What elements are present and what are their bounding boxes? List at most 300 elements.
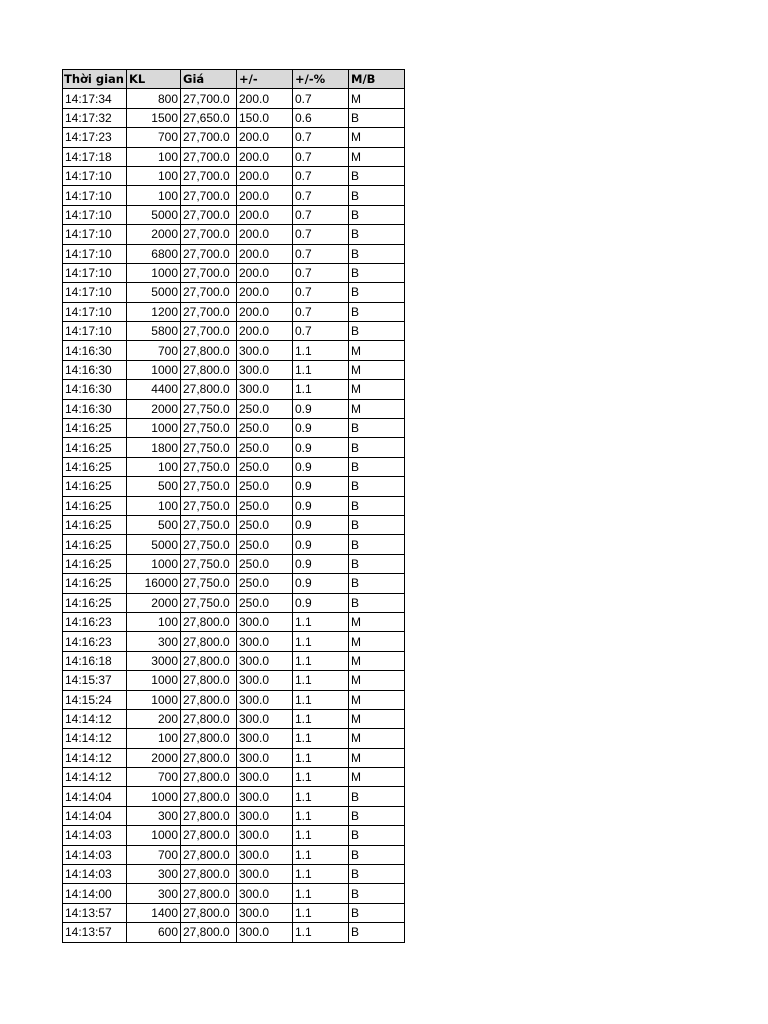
time-cell: 14:14:03 <box>63 845 127 864</box>
buy-sell-cell: M <box>349 360 405 379</box>
change-cell: 250.0 <box>237 438 293 457</box>
buy-sell-cell: M <box>349 748 405 767</box>
change-cell: 200.0 <box>237 322 293 341</box>
time-cell: 14:16:25 <box>63 535 127 554</box>
volume-cell: 5000 <box>127 283 181 302</box>
buy-sell-cell: M <box>349 147 405 166</box>
table-row <box>63 787 405 806</box>
change-percent-cell: 0.7 <box>293 128 349 147</box>
change-percent-cell: 0.7 <box>293 263 349 282</box>
header-change: +/- <box>237 70 293 89</box>
time-cell: 14:17:34 <box>63 89 127 108</box>
volume-cell: 700 <box>127 128 181 147</box>
change-percent-cell: 0.9 <box>293 574 349 593</box>
time-cell: 14:16:25 <box>63 419 127 438</box>
volume-cell: 5800 <box>127 322 181 341</box>
price-cell: 27,700.0 <box>181 322 237 341</box>
price-cell: 27,750.0 <box>181 477 237 496</box>
volume-cell: 1000 <box>127 419 181 438</box>
volume-cell: 300 <box>127 884 181 903</box>
time-cell: 14:14:12 <box>63 729 127 748</box>
change-percent-cell: 0.7 <box>293 283 349 302</box>
change-cell: 250.0 <box>237 535 293 554</box>
volume-cell: 700 <box>127 341 181 360</box>
change-percent-cell: 1.1 <box>293 632 349 651</box>
change-cell: 250.0 <box>237 554 293 573</box>
table-row <box>63 923 405 942</box>
volume-cell: 1000 <box>127 263 181 282</box>
volume-cell: 16000 <box>127 574 181 593</box>
change-cell: 200.0 <box>237 89 293 108</box>
volume-cell: 100 <box>127 457 181 476</box>
buy-sell-cell: B <box>349 535 405 554</box>
price-cell: 27,750.0 <box>181 419 237 438</box>
time-cell: 14:16:25 <box>63 515 127 534</box>
change-percent-cell: 0.7 <box>293 302 349 321</box>
change-cell: 300.0 <box>237 865 293 884</box>
table-row <box>63 845 405 864</box>
price-cell: 27,800.0 <box>181 709 237 728</box>
price-cell: 27,700.0 <box>181 89 237 108</box>
table-row <box>63 651 405 670</box>
change-cell: 250.0 <box>237 574 293 593</box>
price-cell: 27,800.0 <box>181 903 237 922</box>
table-row <box>63 884 405 903</box>
volume-cell: 6800 <box>127 244 181 263</box>
change-cell: 200.0 <box>237 186 293 205</box>
change-percent-cell: 0.7 <box>293 186 349 205</box>
time-cell: 14:16:25 <box>63 496 127 515</box>
price-cell: 27,750.0 <box>181 535 237 554</box>
change-cell: 200.0 <box>237 302 293 321</box>
table-row <box>63 574 405 593</box>
change-cell: 200.0 <box>237 244 293 263</box>
price-cell: 27,800.0 <box>181 360 237 379</box>
volume-cell: 800 <box>127 89 181 108</box>
time-cell: 14:13:57 <box>63 923 127 942</box>
time-cell: 14:16:23 <box>63 632 127 651</box>
header-time: Thời gian <box>63 70 127 89</box>
time-cell: 14:16:25 <box>63 593 127 612</box>
table-row <box>63 709 405 728</box>
buy-sell-cell: M <box>349 768 405 787</box>
buy-sell-cell: B <box>349 438 405 457</box>
change-percent-cell: 0.7 <box>293 147 349 166</box>
change-percent-cell: 1.1 <box>293 903 349 922</box>
buy-sell-cell: B <box>349 225 405 244</box>
volume-cell: 2000 <box>127 748 181 767</box>
price-cell: 27,750.0 <box>181 399 237 418</box>
change-percent-cell: 1.1 <box>293 787 349 806</box>
table-row <box>63 147 405 166</box>
table-row <box>63 205 405 224</box>
table-row <box>63 360 405 379</box>
table-row <box>63 263 405 282</box>
table-row <box>63 768 405 787</box>
change-cell: 300.0 <box>237 651 293 670</box>
change-percent-cell: 0.9 <box>293 593 349 612</box>
table-row <box>63 535 405 554</box>
change-cell: 300.0 <box>237 787 293 806</box>
change-percent-cell: 0.7 <box>293 205 349 224</box>
price-cell: 27,800.0 <box>181 632 237 651</box>
volume-cell: 500 <box>127 477 181 496</box>
change-percent-cell: 0.9 <box>293 457 349 476</box>
price-cell: 27,750.0 <box>181 554 237 573</box>
table-row <box>63 89 405 108</box>
table-row <box>63 108 405 127</box>
time-cell: 14:16:30 <box>63 380 127 399</box>
price-cell: 27,800.0 <box>181 690 237 709</box>
time-cell: 14:16:30 <box>63 399 127 418</box>
change-percent-cell: 0.7 <box>293 89 349 108</box>
change-percent-cell: 0.9 <box>293 554 349 573</box>
volume-cell: 500 <box>127 515 181 534</box>
change-cell: 200.0 <box>237 263 293 282</box>
volume-cell: 2000 <box>127 399 181 418</box>
change-percent-cell: 0.9 <box>293 438 349 457</box>
buy-sell-cell: B <box>349 322 405 341</box>
buy-sell-cell: M <box>349 380 405 399</box>
price-cell: 27,800.0 <box>181 768 237 787</box>
price-cell: 27,700.0 <box>181 186 237 205</box>
price-cell: 27,800.0 <box>181 341 237 360</box>
time-cell: 14:17:10 <box>63 302 127 321</box>
volume-cell: 100 <box>127 612 181 631</box>
table-row <box>63 671 405 690</box>
change-percent-cell: 1.1 <box>293 612 349 631</box>
change-cell: 300.0 <box>237 612 293 631</box>
time-cell: 14:17:10 <box>63 244 127 263</box>
price-cell: 27,800.0 <box>181 748 237 767</box>
volume-cell: 5000 <box>127 205 181 224</box>
price-cell: 27,750.0 <box>181 496 237 515</box>
change-cell: 250.0 <box>237 477 293 496</box>
table-row <box>63 380 405 399</box>
price-cell: 27,800.0 <box>181 787 237 806</box>
change-cell: 250.0 <box>237 593 293 612</box>
price-cell: 27,700.0 <box>181 166 237 185</box>
change-cell: 200.0 <box>237 147 293 166</box>
table-row <box>63 806 405 825</box>
change-cell: 300.0 <box>237 903 293 922</box>
change-cell: 300.0 <box>237 341 293 360</box>
buy-sell-cell: B <box>349 302 405 321</box>
buy-sell-cell: B <box>349 806 405 825</box>
volume-cell: 1000 <box>127 671 181 690</box>
time-cell: 14:17:10 <box>63 205 127 224</box>
volume-cell: 1000 <box>127 554 181 573</box>
time-cell: 14:14:12 <box>63 748 127 767</box>
trade-table <box>62 69 405 943</box>
change-cell: 300.0 <box>237 748 293 767</box>
volume-cell: 100 <box>127 147 181 166</box>
volume-cell: 1200 <box>127 302 181 321</box>
change-percent-cell: 0.7 <box>293 225 349 244</box>
change-cell: 300.0 <box>237 826 293 845</box>
table-row <box>63 515 405 534</box>
time-cell: 14:16:30 <box>63 341 127 360</box>
buy-sell-cell: B <box>349 166 405 185</box>
change-cell: 250.0 <box>237 457 293 476</box>
buy-sell-cell: B <box>349 865 405 884</box>
volume-cell: 100 <box>127 186 181 205</box>
volume-cell: 1000 <box>127 787 181 806</box>
change-percent-cell: 1.1 <box>293 729 349 748</box>
time-cell: 14:17:10 <box>63 263 127 282</box>
price-cell: 27,800.0 <box>181 923 237 942</box>
table-row <box>63 341 405 360</box>
table-row <box>63 244 405 263</box>
change-cell: 300.0 <box>237 806 293 825</box>
change-cell: 250.0 <box>237 399 293 418</box>
change-percent-cell: 1.1 <box>293 380 349 399</box>
buy-sell-cell: B <box>349 923 405 942</box>
change-percent-cell: 0.9 <box>293 477 349 496</box>
price-cell: 27,700.0 <box>181 244 237 263</box>
change-percent-cell: 1.1 <box>293 865 349 884</box>
table-row <box>63 128 405 147</box>
buy-sell-cell: B <box>349 787 405 806</box>
table-row <box>63 826 405 845</box>
time-cell: 14:14:12 <box>63 768 127 787</box>
volume-cell: 100 <box>127 166 181 185</box>
time-cell: 14:16:30 <box>63 360 127 379</box>
header-row <box>63 70 405 89</box>
buy-sell-cell: M <box>349 690 405 709</box>
time-cell: 14:14:00 <box>63 884 127 903</box>
change-cell: 250.0 <box>237 419 293 438</box>
change-percent-cell: 1.1 <box>293 806 349 825</box>
change-cell: 300.0 <box>237 923 293 942</box>
volume-cell: 300 <box>127 632 181 651</box>
time-cell: 14:17:32 <box>63 108 127 127</box>
table-row <box>63 554 405 573</box>
change-percent-cell: 1.1 <box>293 360 349 379</box>
change-cell: 300.0 <box>237 729 293 748</box>
buy-sell-cell: M <box>349 729 405 748</box>
change-percent-cell: 0.6 <box>293 108 349 127</box>
change-percent-cell: 1.1 <box>293 845 349 864</box>
volume-cell: 600 <box>127 923 181 942</box>
table-row <box>63 593 405 612</box>
price-cell: 27,800.0 <box>181 884 237 903</box>
table-row <box>63 302 405 321</box>
price-cell: 27,800.0 <box>181 826 237 845</box>
price-cell: 27,800.0 <box>181 806 237 825</box>
buy-sell-cell: M <box>349 89 405 108</box>
buy-sell-cell: B <box>349 826 405 845</box>
price-cell: 27,750.0 <box>181 574 237 593</box>
header-volume: KL <box>127 70 181 89</box>
change-cell: 300.0 <box>237 380 293 399</box>
change-cell: 300.0 <box>237 768 293 787</box>
time-cell: 14:14:04 <box>63 787 127 806</box>
buy-sell-cell: B <box>349 283 405 302</box>
buy-sell-cell: B <box>349 554 405 573</box>
volume-cell: 1000 <box>127 360 181 379</box>
table-row <box>63 399 405 418</box>
buy-sell-cell: B <box>349 496 405 515</box>
buy-sell-cell: B <box>349 108 405 127</box>
change-percent-cell: 0.9 <box>293 399 349 418</box>
change-percent-cell: 1.1 <box>293 690 349 709</box>
change-percent-cell: 1.1 <box>293 884 349 903</box>
change-percent-cell: 1.1 <box>293 651 349 670</box>
price-cell: 27,800.0 <box>181 845 237 864</box>
change-percent-cell: 1.1 <box>293 671 349 690</box>
table-row <box>63 457 405 476</box>
buy-sell-cell: B <box>349 845 405 864</box>
volume-cell: 4400 <box>127 380 181 399</box>
time-cell: 14:16:25 <box>63 457 127 476</box>
buy-sell-cell: B <box>349 244 405 263</box>
price-cell: 27,700.0 <box>181 128 237 147</box>
table-row <box>63 186 405 205</box>
buy-sell-cell: M <box>349 651 405 670</box>
table-row <box>63 690 405 709</box>
time-cell: 14:13:57 <box>63 903 127 922</box>
change-cell: 200.0 <box>237 205 293 224</box>
volume-cell: 5000 <box>127 535 181 554</box>
change-percent-cell: 1.1 <box>293 709 349 728</box>
time-cell: 14:17:23 <box>63 128 127 147</box>
buy-sell-cell: M <box>349 632 405 651</box>
buy-sell-cell: M <box>349 341 405 360</box>
table-row <box>63 477 405 496</box>
price-cell: 27,700.0 <box>181 283 237 302</box>
change-cell: 300.0 <box>237 671 293 690</box>
change-cell: 200.0 <box>237 166 293 185</box>
buy-sell-cell: B <box>349 186 405 205</box>
change-percent-cell: 1.1 <box>293 826 349 845</box>
change-percent-cell: 0.9 <box>293 535 349 554</box>
table-row <box>63 903 405 922</box>
buy-sell-cell: B <box>349 457 405 476</box>
volume-cell: 3000 <box>127 651 181 670</box>
time-cell: 14:14:03 <box>63 865 127 884</box>
volume-cell: 2000 <box>127 225 181 244</box>
change-percent-cell: 1.1 <box>293 748 349 767</box>
time-cell: 14:16:25 <box>63 554 127 573</box>
price-cell: 27,750.0 <box>181 438 237 457</box>
change-percent-cell: 0.9 <box>293 496 349 515</box>
change-percent-cell: 0.7 <box>293 166 349 185</box>
buy-sell-cell: B <box>349 515 405 534</box>
table-row <box>63 419 405 438</box>
volume-cell: 700 <box>127 768 181 787</box>
buy-sell-cell: M <box>349 671 405 690</box>
price-cell: 27,800.0 <box>181 612 237 631</box>
volume-cell: 300 <box>127 865 181 884</box>
buy-sell-cell: B <box>349 574 405 593</box>
time-cell: 14:14:04 <box>63 806 127 825</box>
volume-cell: 100 <box>127 729 181 748</box>
price-cell: 27,650.0 <box>181 108 237 127</box>
header-buy-sell: M/B <box>349 70 405 89</box>
buy-sell-cell: B <box>349 903 405 922</box>
price-cell: 27,750.0 <box>181 457 237 476</box>
buy-sell-cell: M <box>349 612 405 631</box>
change-cell: 200.0 <box>237 283 293 302</box>
change-percent-cell: 1.1 <box>293 923 349 942</box>
buy-sell-cell: M <box>349 399 405 418</box>
time-cell: 14:15:37 <box>63 671 127 690</box>
time-cell: 14:16:25 <box>63 477 127 496</box>
price-cell: 27,800.0 <box>181 671 237 690</box>
volume-cell: 1000 <box>127 690 181 709</box>
header-change-percent: +/-% <box>293 70 349 89</box>
change-percent-cell: 0.9 <box>293 515 349 534</box>
change-cell: 300.0 <box>237 632 293 651</box>
table-body <box>63 89 405 942</box>
volume-cell: 100 <box>127 496 181 515</box>
table-row <box>63 283 405 302</box>
volume-cell: 1000 <box>127 826 181 845</box>
buy-sell-cell: B <box>349 593 405 612</box>
price-cell: 27,800.0 <box>181 380 237 399</box>
time-cell: 14:15:24 <box>63 690 127 709</box>
buy-sell-cell: B <box>349 884 405 903</box>
price-cell: 27,750.0 <box>181 515 237 534</box>
price-cell: 27,700.0 <box>181 205 237 224</box>
time-cell: 14:16:23 <box>63 612 127 631</box>
price-cell: 27,700.0 <box>181 263 237 282</box>
change-percent-cell: 0.7 <box>293 244 349 263</box>
change-cell: 200.0 <box>237 225 293 244</box>
change-percent-cell: 0.9 <box>293 419 349 438</box>
volume-cell: 1400 <box>127 903 181 922</box>
time-cell: 14:14:12 <box>63 709 127 728</box>
change-cell: 300.0 <box>237 360 293 379</box>
table-row <box>63 729 405 748</box>
change-cell: 250.0 <box>237 496 293 515</box>
time-cell: 14:17:10 <box>63 225 127 244</box>
price-cell: 27,750.0 <box>181 593 237 612</box>
time-cell: 14:17:10 <box>63 166 127 185</box>
volume-cell: 2000 <box>127 593 181 612</box>
time-cell: 14:16:18 <box>63 651 127 670</box>
time-cell: 14:16:25 <box>63 574 127 593</box>
volume-cell: 1500 <box>127 108 181 127</box>
change-cell: 300.0 <box>237 709 293 728</box>
price-cell: 27,800.0 <box>181 865 237 884</box>
price-cell: 27,800.0 <box>181 729 237 748</box>
time-cell: 14:14:03 <box>63 826 127 845</box>
price-cell: 27,700.0 <box>181 302 237 321</box>
change-percent-cell: 0.7 <box>293 322 349 341</box>
change-cell: 300.0 <box>237 690 293 709</box>
table-row <box>63 225 405 244</box>
volume-cell: 300 <box>127 806 181 825</box>
table-row <box>63 438 405 457</box>
table-row <box>63 166 405 185</box>
table-row <box>63 748 405 767</box>
table-row <box>63 632 405 651</box>
table-row <box>63 496 405 515</box>
header-price: Giá <box>181 70 237 89</box>
time-cell: 14:17:10 <box>63 186 127 205</box>
price-cell: 27,800.0 <box>181 651 237 670</box>
time-cell: 14:17:18 <box>63 147 127 166</box>
change-cell: 150.0 <box>237 108 293 127</box>
buy-sell-cell: B <box>349 205 405 224</box>
table-row <box>63 322 405 341</box>
change-cell: 300.0 <box>237 845 293 864</box>
change-cell: 300.0 <box>237 884 293 903</box>
time-cell: 14:16:25 <box>63 438 127 457</box>
buy-sell-cell: B <box>349 477 405 496</box>
